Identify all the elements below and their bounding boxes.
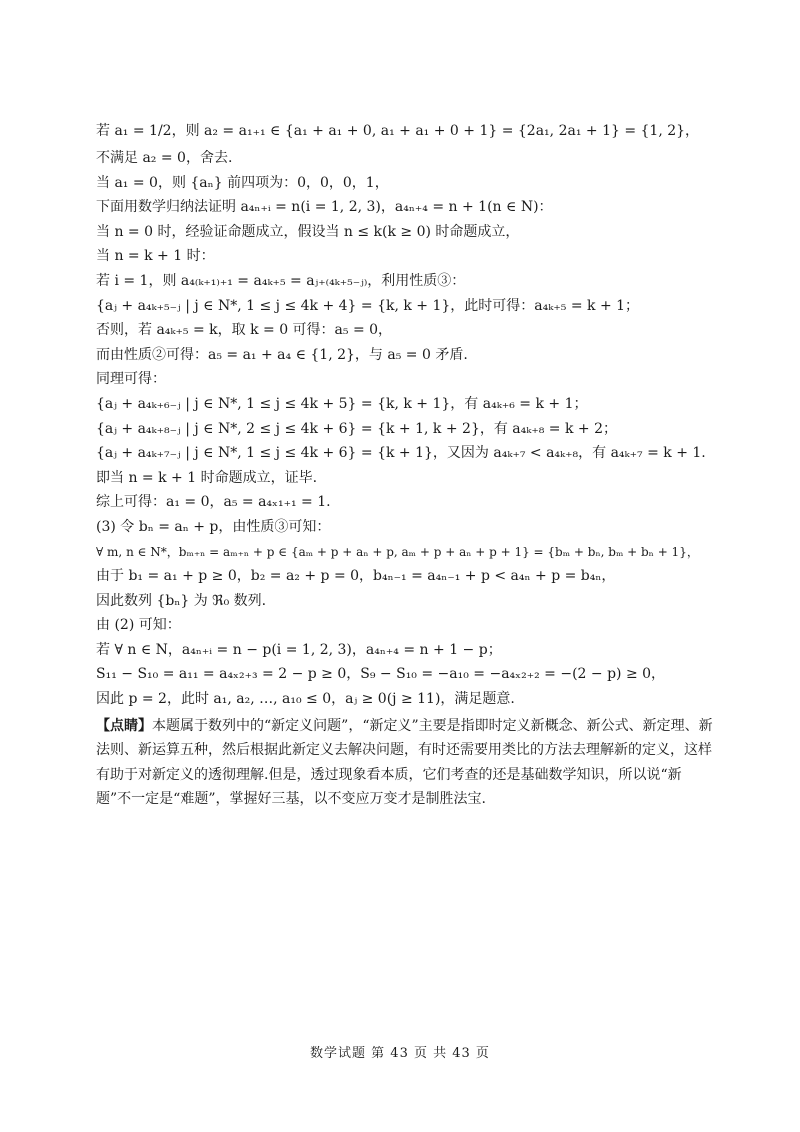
- solution-content: [96, 116, 716, 812]
- comment-text: 本题属于数列中的“新定义问题”，“新定义”主要是指即时定义新概念、新公式、新定理、新法则、新运算五种，然后根据此新定义去解决问题，有时还需要用类比的方法去理解新的定义，这样有助于对新定义的透彻理解.但是，透过现象看本质，它们考查的还是基础数学知识，所以说“新题”不一定是“难题”，掌握好三基，以不变应万变才是制胜法宝.: [96, 717, 713, 808]
- line-4: 下面用数学归纳法证明 a₄ₙ₊ᵢ = n(i = 1, 2, 3)，a₄ₙ₊₄ = n + 1(n ∈ N)：: [96, 199, 553, 216]
- line-17: (3) 令 bₙ = aₙ + p，由性质③可知：: [96, 518, 331, 535]
- line-16: 综上可得：a₁ = 0，a₅ = a₄ₓ₁₊₁ = 1.: [96, 494, 331, 511]
- line-12: {aⱼ + a₄ₖ₊₆₋ⱼ | j ∈ N*, 1 ≤ j ≤ 4k + 5} = {k, k + 1}，有 a₄ₖ₊₆ = k + 1；: [96, 395, 588, 412]
- line-6: 当 n = k + 1 时：: [96, 248, 215, 265]
- line-9: 否则，若 a₄ₖ₊₅ = k，取 k = 0 可得：a₅ = 0，: [96, 322, 393, 339]
- line-21: 由 (2) 可知：: [96, 617, 181, 634]
- comment-tag: 【点睛】: [96, 717, 152, 734]
- line-1: 若 a₁ = 1/2，则 a₂ = a₁₊₁ ∈ {a₁ + a₁ + 0, a₁ + a₁ + 0 + 1} = {2a₁, 2a₁ + 1} = {1, 2}，: [96, 123, 700, 139]
- line-5: 当 n = 0 时，经验证命题成立，假设当 n ≤ k(k ≥ 0) 时命题成立，: [96, 223, 520, 240]
- line-22: 若 ∀ n ∈ N，a₄ₙ₊ᵢ = n − p(i = 1, 2, 3)，a₄ₙ₊₄ = n + 1 − p；: [96, 641, 502, 658]
- line-3: 当 a₁ = 0，则 {aₙ} 前四项为：0，0，0，1，: [96, 174, 389, 191]
- line-11: 同理可得：: [96, 371, 166, 388]
- line-2: 不满足 a₂ = 0，舍去.: [96, 150, 233, 166]
- line-8: {aⱼ + a₄ₖ₊₅₋ⱼ | j ∈ N*, 1 ≤ j ≤ 4k + 4} = {k, k + 1}，此时可得：a₄ₖ₊₅ = k + 1；: [96, 297, 640, 314]
- line-20: 因此数列 {bₙ} 为 ℜ₀ 数列.: [96, 592, 267, 609]
- page-footer: 数学试题 第 43 页 共 43 页: [310, 1046, 490, 1061]
- line-10: 而由性质②可得：a₅ = a₁ + a₄ ∈ {1, 2}，与 a₅ = 0 矛盾.: [96, 346, 468, 363]
- line-23: S₁₁ − S₁₀ = a₁₁ = a₄ₓ₂₊₃ = 2 − p ≥ 0，S₉ − S₁₀ = −a₁₀ = −a₄ₓ₂₊₂ = −(2 − p) ≥ 0，: [96, 666, 666, 683]
- line-24: 因此 p = 2，此时 a₁, a₂, …, a₁₀ ≤ 0，aⱼ ≥ 0(j ≥ 11)，满足题意.: [96, 691, 515, 708]
- comment-paragraph: [96, 714, 716, 812]
- line-14: {aⱼ + a₄ₖ₊₇₋ⱼ | j ∈ N*, 1 ≤ j ≤ 4k + 6} = {k + 1}，又因为 a₄ₖ₊₇ < a₄ₖ₊₈，有 a₄ₖ₊₇ = k + 1.: [96, 445, 706, 462]
- line-13: {aⱼ + a₄ₖ₊₈₋ⱼ | j ∈ N*, 2 ≤ j ≤ 4k + 6} = {k + 1, k + 2}，有 a₄ₖ₊₈ = k + 2；: [96, 420, 618, 437]
- line-18: ∀ m, n ∈ N*，bₘ₊ₙ = aₘ₊ₙ + p ∈ {aₘ + p + aₙ + p, aₘ + p + aₙ + p + 1} = {bₘ + bₙ, bₘ + bₙ + 1}，: [96, 544, 699, 559]
- line-7: 若 i = 1，则 a₄₍ₖ₊₁₎₊₁ = a₄ₖ₊₅ = aⱼ₊₍₄ₖ₊₅₋ⱼ₎，利用性质③：: [96, 272, 466, 289]
- line-15: 即当 n = k + 1 时命题成立，证毕.: [96, 469, 318, 486]
- line-19: 由于 b₁ = a₁ + p ≥ 0，b₂ = a₂ + p = 0，b₄ₙ₋₁ = a₄ₙ₋₁ + p < a₄ₙ + p = b₄ₙ，: [96, 568, 616, 585]
